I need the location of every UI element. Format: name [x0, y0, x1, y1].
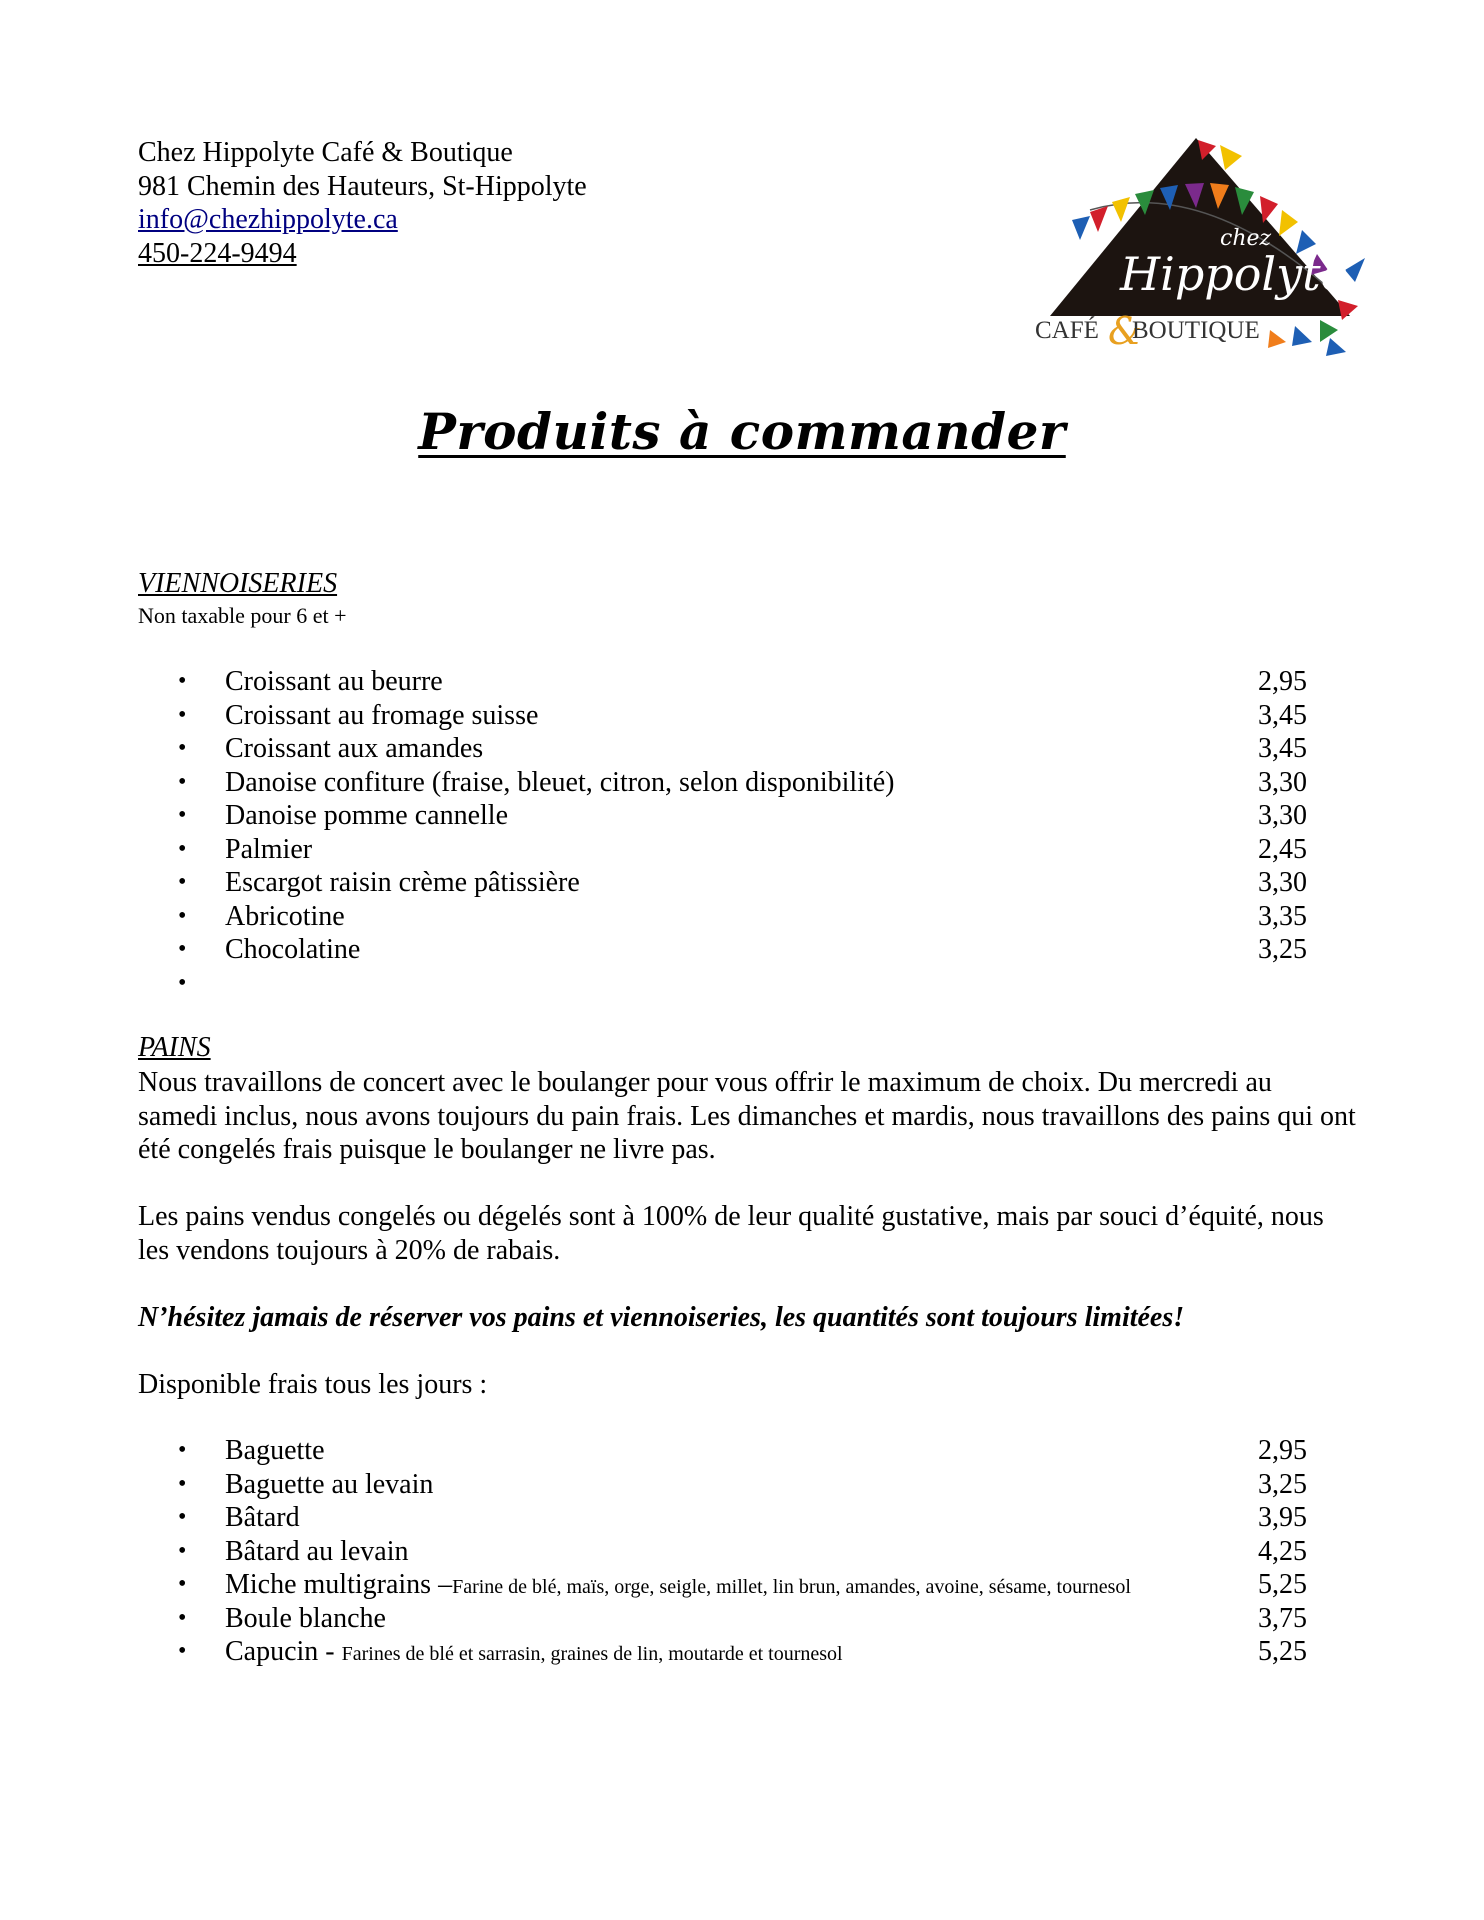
pains-item [0, 1602, 1484, 1636]
pains-item-price: 5,25 [1258, 1636, 1307, 1667]
pains-item [0, 1468, 1484, 1502]
viennoiseries-item [0, 900, 1484, 934]
bullet-icon: • [178, 869, 187, 895]
logo-ampersand: & [1108, 309, 1142, 353]
email-link[interactable]: info@chezhippolyte.ca [138, 204, 398, 235]
viennoiseries-item-price: 3,30 [1258, 867, 1307, 898]
pains-item-name [225, 1468, 433, 1502]
viennoiseries-item-name [225, 799, 508, 833]
contact-block [138, 136, 587, 270]
viennoiseries-item [0, 933, 1484, 967]
bullet-icon: • [178, 735, 187, 761]
pains-item-description: Farines de blé et sarrasin, graines de lin, moutarde et tournesol [341, 1643, 843, 1665]
pains-item-label: Bâtard [225, 1502, 300, 1533]
bullet-icon: • [178, 902, 187, 929]
reservation-notice: N’hésitez jamais de réserver vos pains et viennoiseries, les quantités sont toujours limitées! [138, 1302, 1185, 1333]
viennoiseries-item-price: 2,45 [1258, 833, 1307, 865]
pains-item-price: 3,25 [1258, 1468, 1307, 1500]
viennoiseries-item-price: 3,25 [1258, 934, 1307, 965]
bullet-icon: • [178, 1571, 187, 1597]
pains-item-name [225, 1602, 386, 1636]
viennoiseries-item-price: 3,30 [1258, 800, 1307, 831]
pains-item-label: Miche multigrains – [225, 1569, 453, 1600]
viennoiseries-item [0, 866, 1484, 900]
pains-item-name [225, 1501, 300, 1535]
bullet-icon: • [178, 701, 187, 728]
bullet-icon: • [178, 835, 187, 862]
bullet-icon: • [178, 668, 187, 694]
pains-heading: PAINS [138, 1032, 211, 1063]
viennoiseries-item-label: Croissant au fromage suisse [225, 699, 539, 731]
viennoiseries-item-label: Escargot raisin crème pâtissière [225, 867, 580, 898]
viennoiseries-item [0, 799, 1484, 833]
pains-item [0, 1434, 1484, 1468]
viennoiseries-item-name [225, 766, 894, 800]
bullet-icon: • [178, 1470, 187, 1497]
bullet-icon: • [178, 936, 187, 962]
pains-item-price: 2,95 [1258, 1435, 1307, 1466]
viennoiseries-list [0, 665, 1484, 1000]
pains-list [0, 1434, 1484, 1669]
pains-item-label: Boule blanche [225, 1602, 386, 1634]
viennoiseries-item [0, 699, 1484, 733]
viennoiseries-item-label: Danoise confiture (fraise, bleuet, citron, selon disponibilité) [225, 766, 895, 798]
viennoiseries-item-label: Abricotine [225, 900, 345, 932]
viennoiseries-item-label: Chocolatine [225, 934, 361, 965]
viennoiseries-item-label: Palmier [225, 833, 313, 865]
viennoiseries-item-label: Danoise pomme cannelle [225, 800, 509, 831]
pains-item [0, 1501, 1484, 1535]
viennoiseries-tax-note: Non taxable pour 6 et + [138, 603, 347, 628]
pains-item [0, 1535, 1484, 1569]
business-address: 981 Chemin des Hauteurs, St-Hippolyte [138, 170, 587, 202]
viennoiseries-item-price: 3,35 [1258, 900, 1307, 932]
viennoiseries-item-price: 2,95 [1258, 666, 1307, 697]
viennoiseries-item [0, 665, 1484, 699]
bullet-icon: • [178, 1504, 187, 1530]
pains-item-label: Capucin - [225, 1636, 342, 1667]
pains-item-price: 4,25 [1258, 1535, 1307, 1567]
pains-item-price: 3,95 [1258, 1502, 1307, 1533]
viennoiseries-item-name [225, 933, 360, 967]
viennoiseries-item-price: 3,45 [1258, 733, 1307, 764]
viennoiseries-heading: VIENNOISERIES [138, 568, 338, 599]
chez-hippolyte-logo [1020, 130, 1390, 380]
logo-cafe-text: CAFÉ [1035, 317, 1099, 344]
logo-boutique-text: BOUTIQUE [1132, 317, 1260, 344]
bullet-icon: • [178, 1437, 187, 1463]
business-name: Chez Hippolyte Café & Boutique [138, 137, 513, 168]
bullet-icon: • [178, 802, 187, 828]
logo-hippolyte-text: Hippolyte [1120, 247, 1348, 301]
pains-item-name [225, 1535, 408, 1569]
pains-item-name [225, 1568, 1131, 1605]
bullet-icon: • [178, 1604, 187, 1631]
pains-item-name [225, 1635, 843, 1672]
bullet-icon: • [178, 1638, 187, 1664]
page-title: Produits à commander [418, 402, 1066, 461]
pains-paragraph-1: Nous travaillons de concert avec le boulanger pour vous offrir le maximum de choix. Du mercredi au samedi inclus, nous avons toujours du pain frais. Les dimanches et mardis, nous travaillons des pains qui ont été congelés frais puisque le boulanger ne livre pas. [138, 1067, 1356, 1165]
pains-paragraph-2: Les pains vendus congelés ou dégelés sont à 100% de leur qualité gustative, mais par souci d’équité, nous les vendons toujours à 20% de rabais. [138, 1201, 1324, 1266]
bullet-icon: • [178, 969, 187, 996]
pains-item [0, 1568, 1484, 1602]
pains-item-description: Farine de blé, maïs, orge, seigle, millet, lin brun, amandes, avoine, sésame, tournesol [452, 1576, 1131, 1598]
viennoiseries-item-name [225, 665, 443, 699]
viennoiseries-item-label: Croissant au beurre [225, 666, 443, 697]
pains-item [0, 1635, 1484, 1669]
logo-chez-text: chez [1220, 226, 1272, 251]
pains-item-label: Bâtard au levain [225, 1535, 409, 1567]
phone-number: 450-224-9494 [138, 237, 297, 269]
viennoiseries-item-price: 3,30 [1258, 766, 1307, 798]
viennoiseries-item-name [225, 732, 483, 766]
viennoiseries-item-name [225, 833, 312, 867]
viennoiseries-item [0, 732, 1484, 766]
bullet-icon: • [178, 1537, 187, 1564]
viennoiseries-item-name [225, 900, 345, 934]
viennoiseries-item [0, 833, 1484, 867]
pains-item-price: 3,75 [1258, 1602, 1307, 1634]
pains-item-label: Baguette [225, 1435, 325, 1466]
pains-item-name [225, 1434, 325, 1468]
bullet-icon: • [178, 768, 187, 795]
available-daily-label: Disponible frais tous les jours : [138, 1369, 488, 1400]
viennoiseries-item-label: Croissant aux amandes [225, 733, 484, 764]
pains-item-label: Baguette au levain [225, 1468, 434, 1500]
viennoiseries-item-price: 3,45 [1258, 699, 1307, 731]
viennoiseries-item [0, 766, 1484, 800]
pains-item-price: 5,25 [1258, 1569, 1307, 1600]
viennoiseries-item-name [225, 699, 538, 733]
viennoiseries-item-name [225, 866, 580, 900]
viennoiseries-item [0, 967, 1484, 1001]
